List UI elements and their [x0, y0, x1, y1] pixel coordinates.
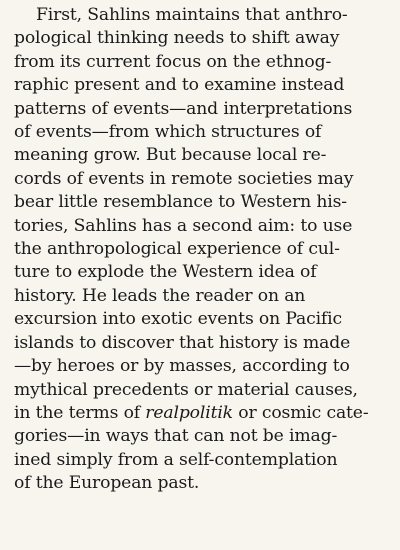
paragraph-line: of the European past. [14, 473, 200, 494]
paragraph-line: cords of events in remote societies may [14, 168, 354, 189]
text-segment: or cosmic cate- [232, 402, 369, 423]
paragraph-line: from its current focus on the ethnog- [14, 51, 332, 72]
text-segment: in the terms of [14, 402, 146, 423]
paragraph-line: patterns of events—and interpretations [14, 98, 353, 119]
paragraph-line: gories—in ways that can not be imag- [14, 426, 338, 447]
paragraph-line: of events—from which structures of [14, 122, 322, 143]
paragraph-line: ture to explode the Western idea of [14, 262, 317, 283]
paragraph-line: history. He leads the reader on an [14, 285, 306, 306]
paragraph-line: raphic present and to examine instead [14, 75, 345, 96]
paragraph-line: bear little resemblance to Western his- [14, 192, 347, 213]
paragraph-line: pological thinking needs to shift away [14, 28, 340, 49]
italic-term: realpolitik [145, 402, 233, 423]
paragraph-line: mythical precedents or material causes, [14, 379, 358, 400]
body-paragraph [14, 4, 394, 496]
paragraph-line: First, Sahlins maintains that anthro- [36, 5, 348, 25]
paragraph-line: islands to discover that history is made [14, 332, 351, 353]
paragraph-line: ined simply from a self-contemplation [14, 449, 338, 470]
paragraph-line: meaning grow. But because local re- [14, 145, 327, 166]
paragraph-line: —by heroes or by masses, according to [14, 356, 350, 377]
paragraph-line: tories, Sahlins has a second aim: to use [14, 215, 353, 236]
paragraph-line-italic [14, 402, 394, 425]
paragraph-line: the anthropological experience of cul- [14, 239, 340, 260]
paragraph-line: excursion into exotic events on Pacific [14, 309, 342, 330]
